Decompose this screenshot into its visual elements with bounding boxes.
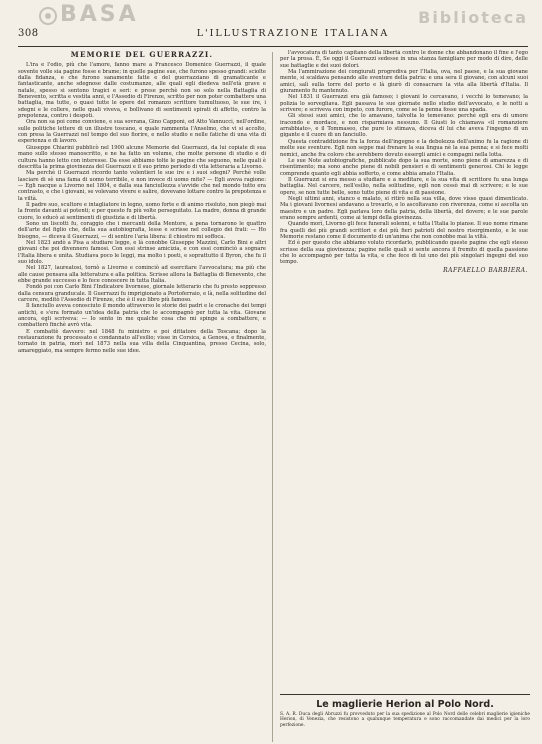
page-number: 308 (18, 28, 39, 39)
library-logo-icon (38, 6, 58, 26)
paragraph: Il Guerrazzi si era messo a studiare e a meditare, e la sua vita di scrittore fu una lunga battaglia. Nel carcere, nell'esilio, nella solitudine, egli non cessò mai di scrivere; e le sue opere, se non tutte belle, sono tutte piene di vita e di passione. (280, 176, 528, 196)
paragraph: E combattè davvero: nel 1848 fu ministro e poi dittatore della Toscana; dopo la restaurazione fu processato e condannato all'esilio; visse in Corsica, a Genova, e finalmente, tornato in patria, morì nel 1873 nella sua villa della Cinquantina, presso Cecina, solo, amareggiato, ma sempre fermo nelle sue idee. (18, 328, 266, 354)
paragraph: Gli stessi suoi amici, che lo amavano, talvolta lo temevano: perchè egli era di umore iracondo e mordace, e non risparmiava nessuno. Il Giusti lo chiamava «il romanziere arrabbiato», e il Tommaseo, che pure lo stimava, diceva di lui che aveva l'ingegno di un gigante e il cuore di un fanciullo. (280, 113, 528, 139)
page-header (18, 28, 528, 44)
ad-title: Le maglierie Herion al Polo Nord. (316, 699, 494, 710)
paragraph: Nel 1823 andò a Pisa a studiare legge, e là conobbe Giuseppe Mazzini, Carlo Bini e altri giovani che poi divennero famosi. Con essi strinse amicizia, e con essi cominciò a sognare l'Italia libera e unita. Studiava poco le leggi, ma molto i poeti, e soprattutto il Byron, che fu il suo idolo. (18, 239, 266, 265)
header-rule (18, 46, 528, 47)
watermark-text: BASA (60, 2, 139, 27)
watermark-text-right: Biblioteca (418, 8, 528, 27)
paragraph: Il fanciullo aveva conosciuto il mondo attraverso le storie dei padri e le cronache dei tempi antichi, e s'era formato un'idea della patria che lo accompagnò per tutta la vita. Giovane ancora, egli scriveva: — Io sento in me qualche cosa che mi spinge a combattere, e combatterò finchè avrò vita. (18, 303, 266, 329)
paragraph: Fondò poi con Carlo Bini l'Indicatore livornese, giornale letterario che fu presto soppresso dalla censura granducale. Il Guerrazzi fu imprigionato a Portoferraio, e là, nella solitudine del carcere, meditò l'Assedio di Firenze, che è il suo libro più famoso. (18, 284, 266, 304)
paragraph: l'avvocatura di tanto capitano della libertà contro le donne che abbandonano il fine e l'ego per la prosa. È, Se oggi il Guerrazzi sedesse in una stanza famigliare per modo di dire, delle sue battaglie e dei suoi dolori. (280, 50, 528, 69)
paragraph: Questa contraddizione fra la forza dell'ingegno e la debolezza dell'animo fu la ragione di molte sue sventure. Egli non seppe mai frenare la sua lingua nè la sua penna; e si fece molti nemici, anche fra coloro che avrebbero dovuto essergli amici e compagni nella lotta. (280, 138, 528, 158)
paragraph: L'ira e l'odio, più che l'amore, fanno mare a Francesco Domenico Guerrazzi, il quale sovente volle sia pagine fosse e brame; in quelle pagine sue, che furono spesso grandi: sciolte dalla fidanza, e che furono sanamente fatte e del guerrazziano di gramaticante e fantasticante, anche sdegnose dalle costumanze, alle quali egli diedeva nell'età grave e natale, spesso si sentono tragici e seri: e prese perchè non so solo nella Battaglia di Benevento, scritta e vestìta anni, e l'Assedio di Firenze, scritto per non poter combattere una battaglia, ma tutte, o quasi tutte le opere del romanzo scrittore tumultuoso, le sue ire, i sdegni e le collere, nelle quali viveva, e bollivano di sentimenti spirati di affetto, contro la prepotenza, contro i despoti. (18, 62, 266, 120)
paragraph: Le sue Note autobiografiche, pubblicate dopo la sua morte, sono piene di amarezza e di risentimento; ma sono anche piene di nobili pensieri e di sentimenti generosi. Chi le legge comprende quanto egli abbia sofferto, e come abbia amato l'Italia. (280, 157, 528, 177)
paragraph: Ed è per questo che abbiamo voluto ricordarlo, pubblicando queste pagine che egli stesso scrisse della sua giovinezza; pagine nelle quali si sente ancora il fremito di quella passione che lo accompagnò per tutta la vita, e che fece di lui uno dei più singolari ingegni del suo tempo. (280, 240, 528, 266)
paragraph: Nel 1827, laureatosi, tornò a Livorno e cominciò ad esercitare l'avvocatura; ma più che alle cause pensava alla letteratura e alla politica. Scrisse allora la Battaglia di Benevento, che ebbe grande successo e lo fece conoscere in tutta Italia. (18, 265, 266, 285)
paragraph: Il padre suo, scultore e intagliatore in legno, uomo forte e di animo risoluto, non piegò mai la fronte davanti ai potenti; e per questo fu più volte perseguitato. La madre, donna di grande cuore, lo educò ai sentimenti di giustizia e di libertà. (18, 201, 266, 221)
paragraph: Nel 1831 il Guerrazzi era già famoso; i giovani lo cercavano, i vecchi lo temevano; la polizia lo sorvegliava. Egli passava le sue giornate nello studio dell'avvocato, e le notti a scrivere; e scriveva con impeto, con furore, come se la penna fosse una spada. (280, 94, 528, 114)
advertisement (280, 694, 530, 739)
paragraph: Ma perchè il Guerrazzi ricordo tanto volentieri le sue ire e i suoi sdegni? Perchè volle lasciare di sè una fama di uomo terribile, e non invece di uomo mite? — Egli aveva ragione: — Egli nacque a Livorno nel 1804, e dalla sua fanciullezza s'avvide che nel mondo tutto era contrasto, e che i giovani, se volevano vivere e salire, dovevano lottare contro la prepotenza e la viltà. (18, 170, 266, 202)
paragraph: Quando morì, Livorno gli fece funerali solenni, e tutta l'Italia lo pianse. Il suo nome rimane fra quelli dei più grandi scrittori e dei più fieri patrioti del nostro risorgimento, e le sue Memorie restano come il documento di un'anima che non conobbe mai la viltà. (280, 221, 528, 240)
paragraph: Negli ultimi anni, stanco e malato, si ritirò nella sua villa, dove visse quasi dimenticato. Ma i giovani livornesi andavano a trovarlo, e lo ascoltavano con riverenza, come si ascolta un maestro e un padre. Egli parlava loro della patria, della libertà, del dovere; e le sue parole erano sempre ardenti, come ai tempi della giovinezza. (280, 195, 528, 221)
paragraph: Giuseppe Chiarini pubblicò nel 1900 alcune Memorie del Guerrazzi, da lui copiate di sua mano sullo stesso manoscritto, e ne ha fatto un volume, che molte persone di studio e di cultura hanno letto con interesse. Da esse abbiamo tolte le pagine che seguono, nelle quali è descritta la prima giovinezza del Guerrazzi e il suo primo periodo di vita letteraria a Livorno. (18, 144, 266, 170)
paragraph: Ora non sa poi come conviene, e sua sovrana, Gino Capponi, ed Atto Vannucci, nell'ordine, sulle politiche lettere di un illustre toscano, e quale rammenta l'Anselmo, che vi si accolto, con presa la Guerrazzi nel tempo del suo fiorire, e nello studio e nelle fatiche di una vita di esperienza e di lavoro. (18, 119, 266, 145)
article-title: MEMORIE DEL GUERRAZZI. (70, 50, 214, 59)
paragraph: Sono un liscotti fu, coraggio che i mercanti della Mentore, a pena tornarono le quattro dell'arte del figlio che, della sua autobiografia, lesse e scrisse nel collegio dei frati: — Ho bisogno, — diceva il Guerrazzi, — di sentire l'aria libera: il chiostro mi soffoca. (18, 220, 266, 240)
paragraph: Ma l'ammirazione dei congiurati progrediva per l'Italia, ova, nel paese, e la sua giovane mente, si scaldava pensando alle sventure della patria: e una sera il giovane, con alcuni suoi amici, salì sulla torre del porto e là giurò di consacrare la vita alla libertà d'Italia. Il giuramento fu mantenuto. (280, 69, 528, 95)
left-column (18, 50, 266, 690)
author-signature: RAFFAELLO BARBIERA. (443, 266, 528, 274)
right-column (280, 50, 528, 690)
ad-text: S. A. R. Duca degli Abruzzi fu provveduto per la sua spedizione al Polo Nord delle celebri maglierie igieniche Herion, di Venezia, che resistono a qualunque temperatura e sono raccomandate dai medici per la loro perfezione. (280, 712, 530, 728)
column-divider (272, 52, 273, 742)
journal-title: L'ILLUSTRAZIONE ITALIANA (196, 28, 390, 39)
